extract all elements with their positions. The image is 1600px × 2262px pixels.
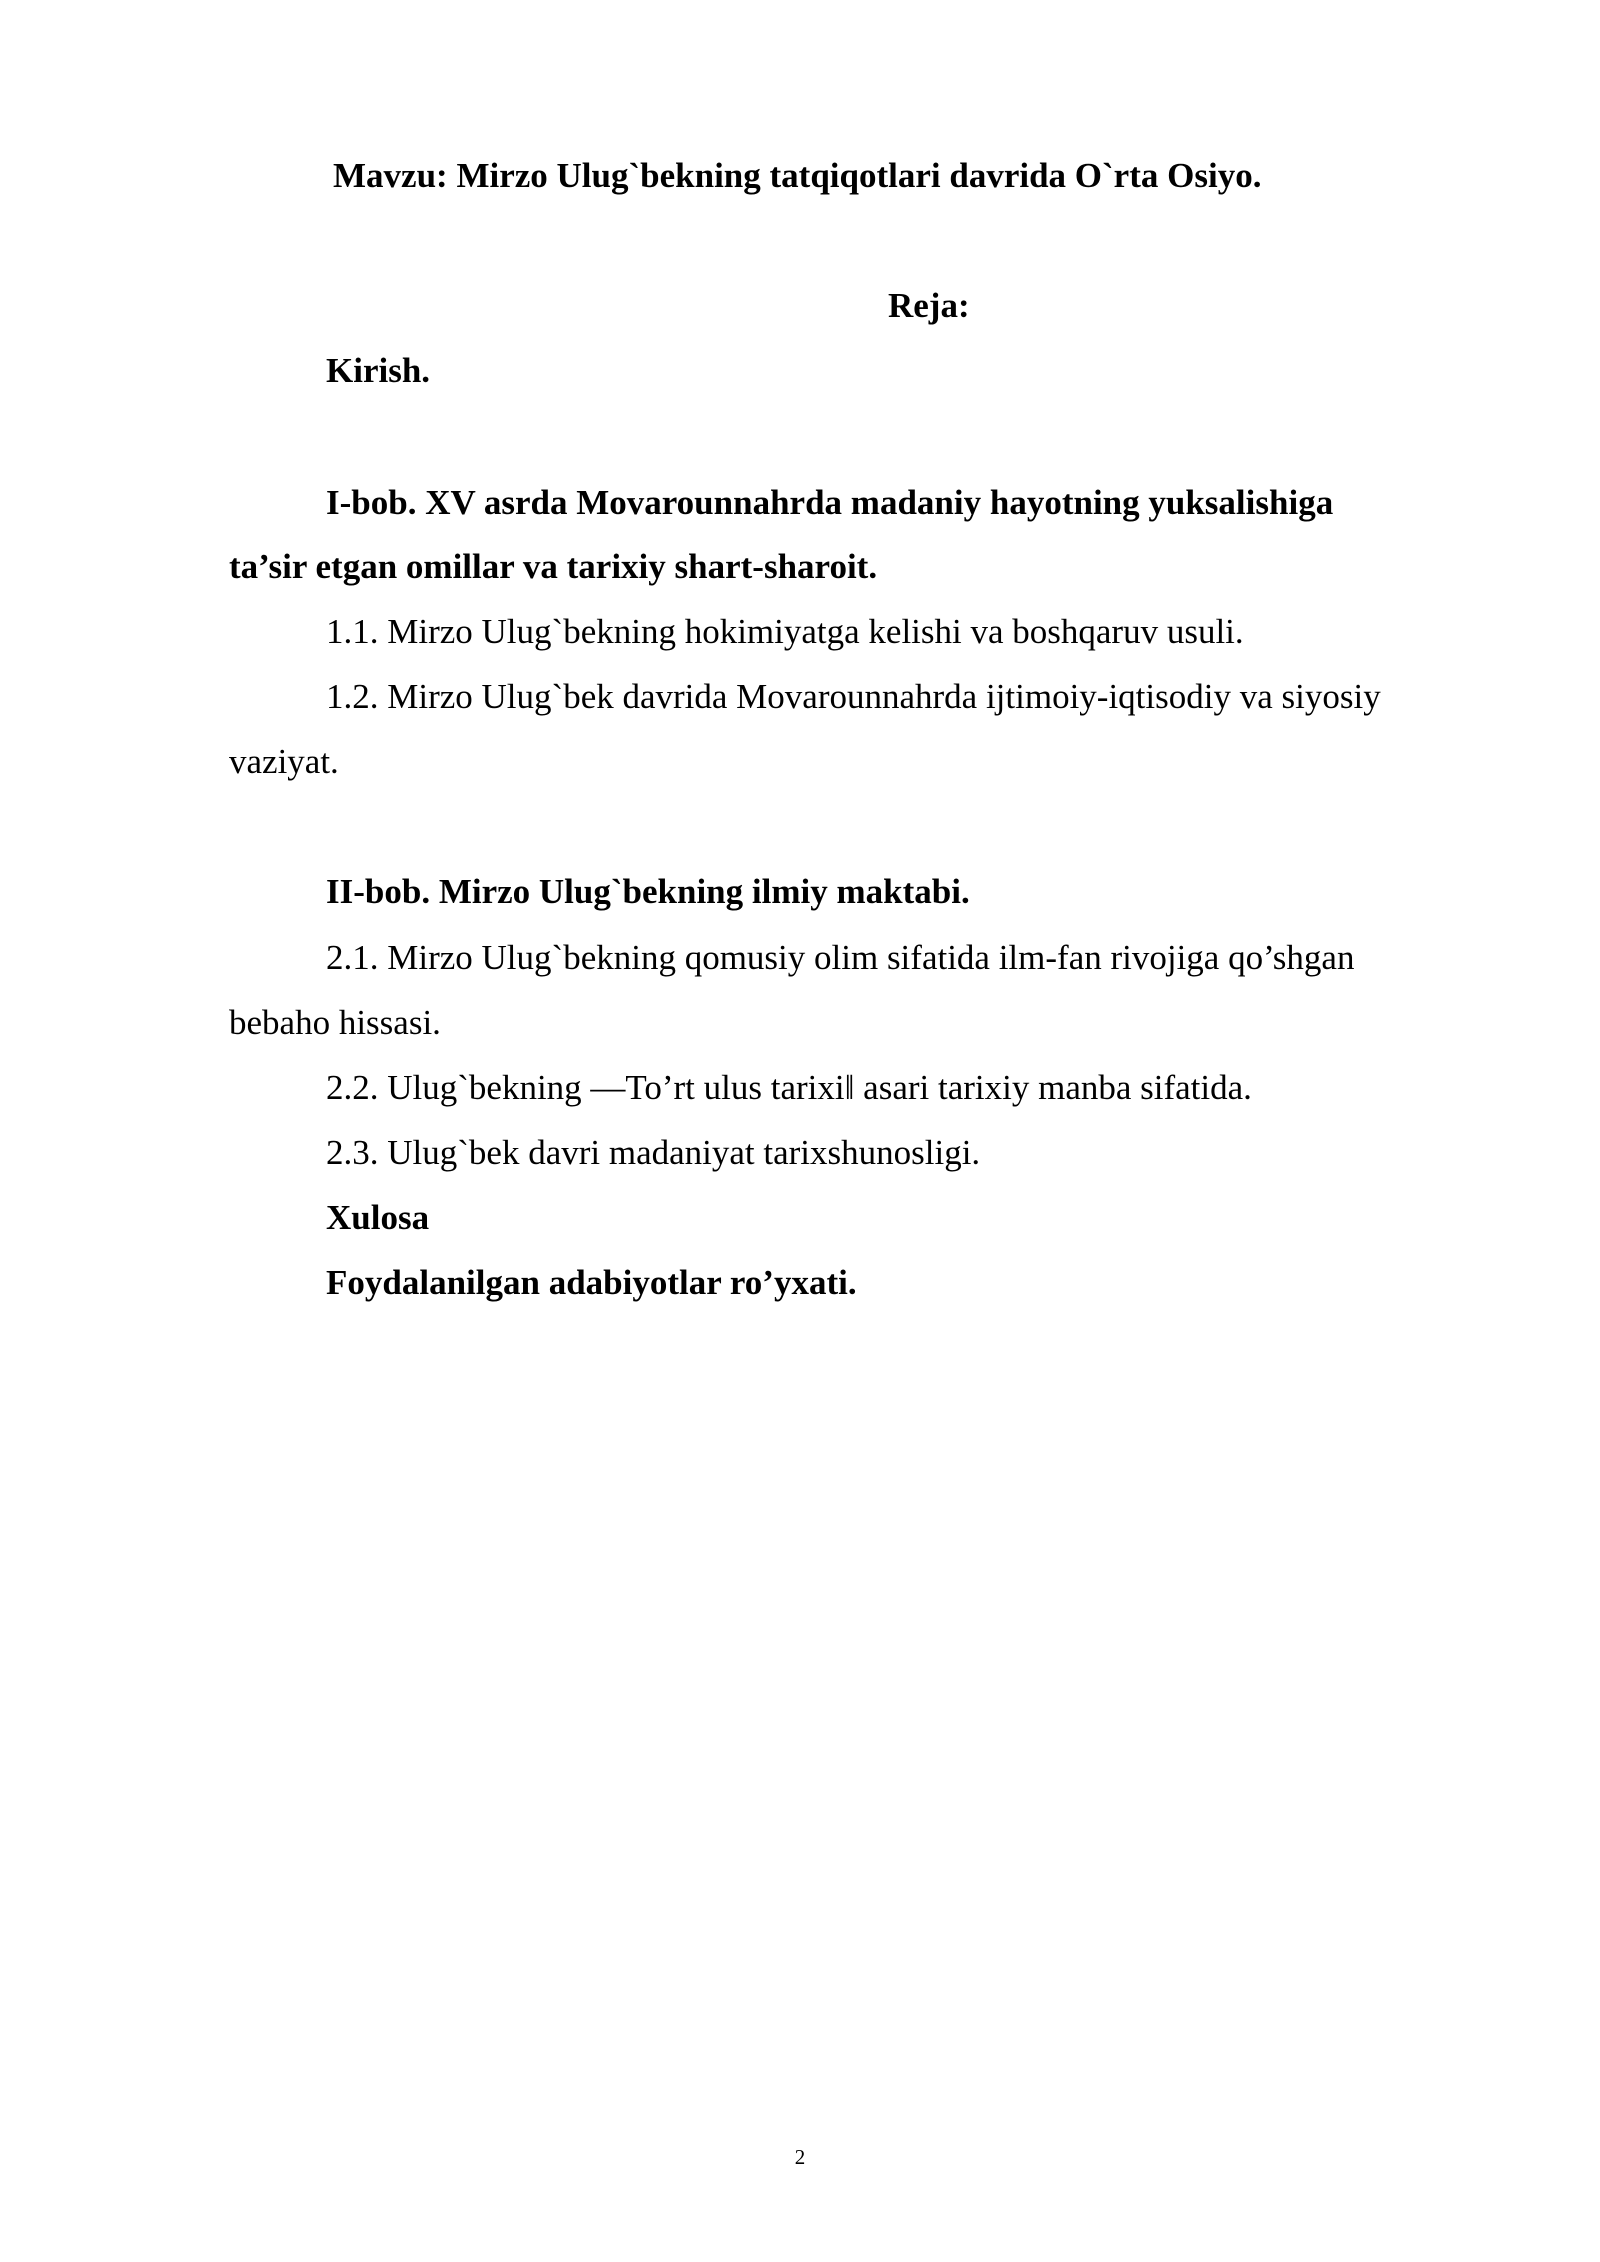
chapter2-item-2-2: 2.2. Ulug`bekning ―To’rt ulus tarixi‖ asari tarixiy manba sifatida. — [326, 1068, 1252, 1107]
chapter1-item-1-2-line1: 1.2. Mirzo Ulug`bek davrida Movarounnahrda ijtimoiy-iqtisodiy va siyosiy — [326, 677, 1381, 716]
document-topic: Mavzu: Mirzo Ulug`bekning tatqiqotlari davrida O`rta Osiyo. — [333, 156, 1262, 195]
conclusion-heading: Xulosa — [326, 1198, 430, 1237]
intro-heading: Kirish. — [326, 351, 431, 390]
references-heading: Foydalanilgan adabiyotlar ro’yxati. — [326, 1263, 857, 1302]
chapter2-item-2-1-line1: 2.1. Mirzo Ulug`bekning qomusiy olim sifatida ilm-fan rivojiga qo’shgan — [326, 938, 1355, 977]
chapter1-title-line2: ta’sir etgan omillar va tarixiy shart-sharoit. — [229, 547, 878, 586]
page-number: 2 — [794, 2145, 806, 2169]
chapter1-title-line1: I-bob. XV asrda Movarounnahrda madaniy hayotning yuksalishiga — [326, 483, 1334, 522]
plan-heading: Reja: — [888, 286, 970, 325]
chapter1-item-1-2-line2: vaziyat. — [229, 742, 339, 781]
chapter2-title: II-bob. Mirzo Ulug`bekning ilmiy maktabi. — [326, 872, 970, 911]
chapter1-item-1-1: 1.1. Mirzo Ulug`bekning hokimiyatga kelishi va boshqaruv usuli. — [326, 612, 1244, 651]
chapter2-item-2-3: 2.3. Ulug`bek davri madaniyat tarixshunosligi. — [326, 1133, 981, 1172]
chapter2-item-2-1-line2: bebaho hissasi. — [229, 1003, 441, 1042]
